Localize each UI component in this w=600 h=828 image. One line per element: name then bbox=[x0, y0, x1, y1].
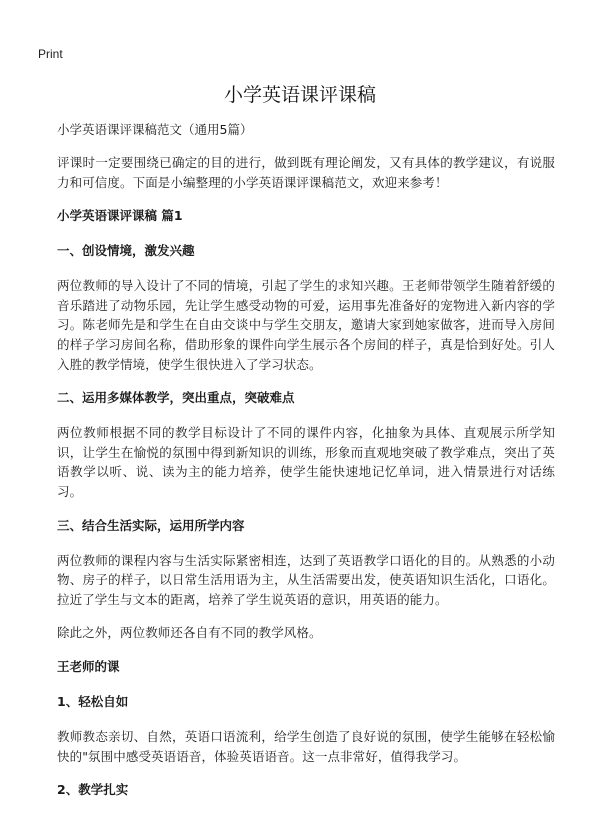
closing-paragraph: 除此之外，两位教师还各自有不同的教学风格。 bbox=[57, 625, 322, 641]
article-heading: 小学英语课评课稿 篇1 bbox=[57, 208, 183, 224]
print-link[interactable]: Print bbox=[38, 47, 63, 61]
section-heading: 一、创设情境，激发兴趣 bbox=[57, 243, 195, 259]
intro-paragraph: 评课时一定要围绕已确定的目的进行，做到既有理论阐发，又有具体的教学建议，有说服力和可信度。下面是小编整理的小学英语课评课稿范文，欢迎来参考！ bbox=[57, 155, 555, 190]
teacher-heading: 王老师的课 bbox=[57, 658, 120, 674]
section-paragraph: 两位教师的课程内容与生活实际紧密相连，达到了英语教学口语化的目的。从熟悉的小动物、房子的样子，以日常生活用语为主，从生活需要出发，使英语知识生活化，口语化。拉近了学生与文本的距离，培养了学生说英语的意识，用英语的能力。 bbox=[57, 552, 555, 607]
point-heading: 2、教学扎实 bbox=[57, 782, 129, 798]
section-heading: 二、运用多媒体教学，突出重点，突破难点 bbox=[57, 390, 295, 406]
document-body bbox=[57, 120, 555, 815]
page-title: 小学英语课评课稿 bbox=[223, 84, 376, 106]
point-paragraph: 教师教态亲切、自然，英语口语流利，给学生创造了良好说的氛围，使学生能够在轻松愉快的"氛围中感受英语语音，体验英语语音。这一点非常好，值得我学习。 bbox=[57, 728, 555, 764]
section-heading: 三、结合生活实际，运用所学内容 bbox=[57, 517, 245, 533]
point-heading: 1、轻松自如 bbox=[57, 693, 129, 709]
section-paragraph: 两位教师的导入设计了不同的情境，引起了学生的求知兴趣。王老师带领学生随着舒缓的音乐踏进了动物乐园，先让学生感受动物的可爱，运用事先准备好的宠物进入新内容的学习。陈老师先是和学生在自由交谈中与学生交朋友，邀请大家到她家做客，进而导入房间的样子学习房间名称，借助形象的课件向学生展示各个房间的样子，真是恰到好处。引人入胜的教学情境，使学生很快进入了学习状态。 bbox=[57, 278, 555, 372]
section-paragraph: 两位教师根据不同的教学目标设计了不同的课件内容，化抽象为具体、直观展示所学知识，让学生在愉悦的氛围中得到新知识的训练，形象而直观地突破了教学难点，突出了英语教学以听、说、读为主的能力培养，使学生能快速地记忆单词，进入情景进行对话练习。 bbox=[57, 425, 555, 499]
document-subtitle: 小学英语课评课稿范文（通用5篇） bbox=[57, 122, 253, 137]
